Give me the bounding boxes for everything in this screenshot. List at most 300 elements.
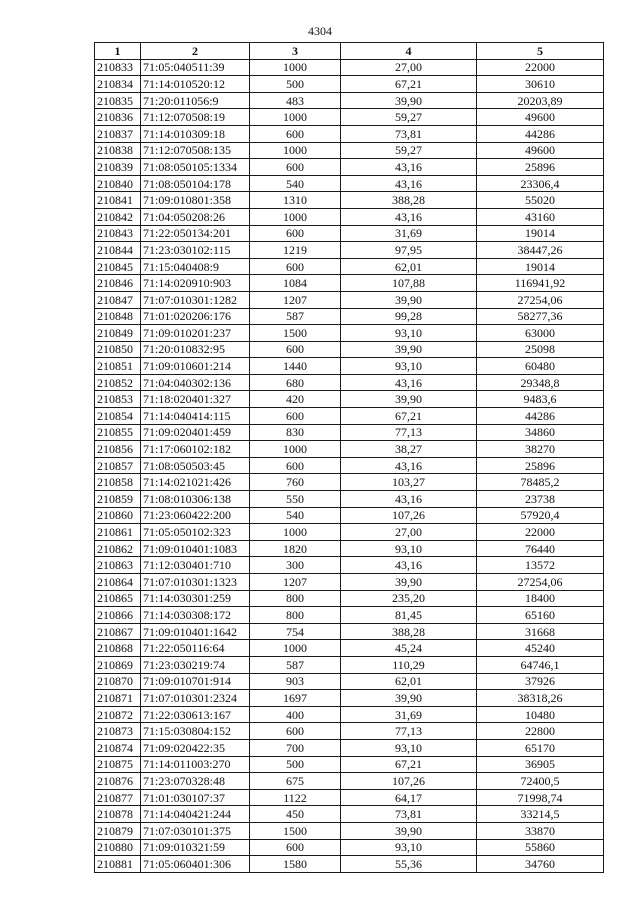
cadastral-number-cell: 71:15:030804:152 bbox=[141, 723, 250, 740]
price-cell: 93,10 bbox=[341, 540, 477, 557]
price-cell: 67,21 bbox=[341, 756, 477, 773]
sum-cell: 38447,26 bbox=[477, 242, 604, 259]
price-cell: 77,13 bbox=[341, 424, 477, 441]
sum-cell: 64746,1 bbox=[477, 656, 604, 673]
cadastral-number-cell: 71:07:030101:375 bbox=[141, 822, 250, 839]
row-id-cell: 210842 bbox=[95, 208, 141, 225]
cadastral-number-cell: 71:20:011056:9 bbox=[141, 92, 250, 109]
sum-cell: 29348,8 bbox=[477, 374, 604, 391]
row-id-cell: 210843 bbox=[95, 225, 141, 242]
quantity-cell: 400 bbox=[250, 706, 341, 723]
sum-cell: 22000 bbox=[477, 59, 604, 76]
table-header-row bbox=[95, 43, 604, 60]
sum-cell: 19014 bbox=[477, 258, 604, 275]
row-id-cell: 210844 bbox=[95, 242, 141, 259]
table-row bbox=[95, 59, 604, 76]
price-cell: 27,00 bbox=[341, 59, 477, 76]
price-cell: 31,69 bbox=[341, 225, 477, 242]
table-row bbox=[95, 474, 604, 491]
row-id-cell: 210860 bbox=[95, 507, 141, 524]
quantity-cell: 1000 bbox=[250, 640, 341, 657]
table-row bbox=[95, 574, 604, 591]
price-cell: 43,16 bbox=[341, 557, 477, 574]
table-row bbox=[95, 856, 604, 873]
row-id-cell: 210849 bbox=[95, 325, 141, 342]
sum-cell: 36905 bbox=[477, 756, 604, 773]
row-id-cell: 210865 bbox=[95, 590, 141, 607]
table-row bbox=[95, 441, 604, 458]
cadastral-number-cell: 71:05:050102:323 bbox=[141, 524, 250, 541]
sum-cell: 22000 bbox=[477, 524, 604, 541]
price-cell: 388,28 bbox=[341, 623, 477, 640]
cadastral-number-cell: 71:23:030102:115 bbox=[141, 242, 250, 259]
quantity-cell: 1219 bbox=[250, 242, 341, 259]
row-id-cell: 210846 bbox=[95, 275, 141, 292]
price-cell: 73,81 bbox=[341, 806, 477, 823]
cadastral-number-cell: 71:09:020422:35 bbox=[141, 739, 250, 756]
table-row bbox=[95, 341, 604, 358]
row-id-cell: 210841 bbox=[95, 192, 141, 209]
table-row bbox=[95, 374, 604, 391]
cadastral-number-cell: 71:22:030613:167 bbox=[141, 706, 250, 723]
row-id-cell: 210837 bbox=[95, 125, 141, 142]
cadastral-number-cell: 71:09:010321:59 bbox=[141, 839, 250, 856]
row-id-cell: 210862 bbox=[95, 540, 141, 557]
quantity-cell: 483 bbox=[250, 92, 341, 109]
price-cell: 43,16 bbox=[341, 374, 477, 391]
sum-cell: 27254,06 bbox=[477, 574, 604, 591]
row-id-cell: 210856 bbox=[95, 441, 141, 458]
quantity-cell: 754 bbox=[250, 623, 341, 640]
table-row bbox=[95, 623, 604, 640]
quantity-cell: 550 bbox=[250, 491, 341, 508]
sum-cell: 44286 bbox=[477, 408, 604, 425]
quantity-cell: 1000 bbox=[250, 441, 341, 458]
sum-cell: 72400,5 bbox=[477, 773, 604, 790]
price-cell: 107,26 bbox=[341, 773, 477, 790]
sum-cell: 63000 bbox=[477, 325, 604, 342]
cadastral-number-cell: 71:09:020401:459 bbox=[141, 424, 250, 441]
cadastral-number-cell: 71:23:030219:74 bbox=[141, 656, 250, 673]
column-header-2: 2 bbox=[141, 43, 250, 60]
table-row bbox=[95, 607, 604, 624]
cadastral-number-cell: 71:01:020206:176 bbox=[141, 308, 250, 325]
quantity-cell: 1000 bbox=[250, 208, 341, 225]
cadastral-number-cell: 71:12:070508:19 bbox=[141, 109, 250, 126]
quantity-cell: 1440 bbox=[250, 358, 341, 375]
cadastral-number-cell: 71:12:030401:710 bbox=[141, 557, 250, 574]
cadastral-number-cell: 71:23:070328:48 bbox=[141, 773, 250, 790]
sum-cell: 34860 bbox=[477, 424, 604, 441]
cadastral-number-cell: 71:14:021021:426 bbox=[141, 474, 250, 491]
sum-cell: 31668 bbox=[477, 623, 604, 640]
sum-cell: 13572 bbox=[477, 557, 604, 574]
price-cell: 388,28 bbox=[341, 192, 477, 209]
table-row bbox=[95, 524, 604, 541]
table-row bbox=[95, 739, 604, 756]
quantity-cell: 300 bbox=[250, 557, 341, 574]
data-table bbox=[94, 42, 604, 873]
table-row bbox=[95, 92, 604, 109]
price-cell: 43,16 bbox=[341, 159, 477, 176]
table-body bbox=[95, 59, 604, 872]
row-id-cell: 210851 bbox=[95, 358, 141, 375]
price-cell: 99,28 bbox=[341, 308, 477, 325]
row-id-cell: 210872 bbox=[95, 706, 141, 723]
table-row bbox=[95, 723, 604, 740]
sum-cell: 65170 bbox=[477, 739, 604, 756]
quantity-cell: 600 bbox=[250, 125, 341, 142]
cadastral-number-cell: 71:05:040511:39 bbox=[141, 59, 250, 76]
table-row bbox=[95, 706, 604, 723]
sum-cell: 55860 bbox=[477, 839, 604, 856]
sum-cell: 55020 bbox=[477, 192, 604, 209]
price-cell: 39,90 bbox=[341, 291, 477, 308]
row-id-cell: 210834 bbox=[95, 76, 141, 93]
quantity-cell: 450 bbox=[250, 806, 341, 823]
table-row bbox=[95, 109, 604, 126]
table-row bbox=[95, 424, 604, 441]
price-cell: 93,10 bbox=[341, 839, 477, 856]
row-id-cell: 210854 bbox=[95, 408, 141, 425]
price-cell: 110,29 bbox=[341, 656, 477, 673]
price-cell: 107,26 bbox=[341, 507, 477, 524]
cadastral-number-cell: 71:22:050116:64 bbox=[141, 640, 250, 657]
cadastral-number-cell: 71:08:010306:138 bbox=[141, 491, 250, 508]
cadastral-number-cell: 71:09:010801:358 bbox=[141, 192, 250, 209]
table-row bbox=[95, 125, 604, 142]
table-row bbox=[95, 773, 604, 790]
quantity-cell: 1084 bbox=[250, 275, 341, 292]
cadastral-number-cell: 71:14:011003:270 bbox=[141, 756, 250, 773]
row-id-cell: 210874 bbox=[95, 739, 141, 756]
quantity-cell: 1500 bbox=[250, 822, 341, 839]
page-number: 4304 bbox=[308, 24, 332, 38]
table-row bbox=[95, 408, 604, 425]
quantity-cell: 1000 bbox=[250, 59, 341, 76]
sum-cell: 78485,2 bbox=[477, 474, 604, 491]
row-id-cell: 210869 bbox=[95, 656, 141, 673]
row-id-cell: 210833 bbox=[95, 59, 141, 76]
table-row bbox=[95, 142, 604, 159]
cadastral-number-cell: 71:08:050503:45 bbox=[141, 457, 250, 474]
sum-cell: 58277,36 bbox=[477, 308, 604, 325]
quantity-cell: 600 bbox=[250, 723, 341, 740]
table-row bbox=[95, 225, 604, 242]
table-row bbox=[95, 175, 604, 192]
cadastral-number-cell: 71:09:010701:914 bbox=[141, 673, 250, 690]
cadastral-number-cell: 71:15:040408:9 bbox=[141, 258, 250, 275]
price-cell: 43,16 bbox=[341, 175, 477, 192]
price-cell: 31,69 bbox=[341, 706, 477, 723]
quantity-cell: 587 bbox=[250, 656, 341, 673]
price-cell: 39,90 bbox=[341, 391, 477, 408]
quantity-cell: 600 bbox=[250, 258, 341, 275]
quantity-cell: 800 bbox=[250, 590, 341, 607]
row-id-cell: 210836 bbox=[95, 109, 141, 126]
quantity-cell: 700 bbox=[250, 739, 341, 756]
cadastral-number-cell: 71:05:060401:306 bbox=[141, 856, 250, 873]
price-cell: 81,45 bbox=[341, 607, 477, 624]
price-cell: 43,16 bbox=[341, 208, 477, 225]
price-cell: 73,81 bbox=[341, 125, 477, 142]
sum-cell: 23306,4 bbox=[477, 175, 604, 192]
price-cell: 39,90 bbox=[341, 574, 477, 591]
table-row bbox=[95, 308, 604, 325]
sum-cell: 49600 bbox=[477, 142, 604, 159]
price-cell: 103,27 bbox=[341, 474, 477, 491]
table-row bbox=[95, 690, 604, 707]
row-id-cell: 210845 bbox=[95, 258, 141, 275]
table-row bbox=[95, 673, 604, 690]
cadastral-number-cell: 71:22:050134:201 bbox=[141, 225, 250, 242]
quantity-cell: 1820 bbox=[250, 540, 341, 557]
table-row bbox=[95, 507, 604, 524]
row-id-cell: 210848 bbox=[95, 308, 141, 325]
table-row bbox=[95, 358, 604, 375]
sum-cell: 10480 bbox=[477, 706, 604, 723]
price-cell: 39,90 bbox=[341, 341, 477, 358]
quantity-cell: 680 bbox=[250, 374, 341, 391]
cadastral-number-cell: 71:14:010520:12 bbox=[141, 76, 250, 93]
table-row bbox=[95, 76, 604, 93]
sum-cell: 9483,6 bbox=[477, 391, 604, 408]
table-row bbox=[95, 789, 604, 806]
row-id-cell: 210850 bbox=[95, 341, 141, 358]
sum-cell: 20203,89 bbox=[477, 92, 604, 109]
sum-cell: 18400 bbox=[477, 590, 604, 607]
price-cell: 59,27 bbox=[341, 142, 477, 159]
cadastral-number-cell: 71:08:050104:178 bbox=[141, 175, 250, 192]
column-header-4: 4 bbox=[341, 43, 477, 60]
price-cell: 38,27 bbox=[341, 441, 477, 458]
table-row bbox=[95, 258, 604, 275]
table-row bbox=[95, 756, 604, 773]
price-cell: 93,10 bbox=[341, 325, 477, 342]
table-row bbox=[95, 291, 604, 308]
cadastral-number-cell: 71:14:010309:18 bbox=[141, 125, 250, 142]
quantity-cell: 1697 bbox=[250, 690, 341, 707]
table-row bbox=[95, 159, 604, 176]
sum-cell: 43160 bbox=[477, 208, 604, 225]
table-row bbox=[95, 491, 604, 508]
table-row bbox=[95, 275, 604, 292]
quantity-cell: 760 bbox=[250, 474, 341, 491]
sum-cell: 57920,4 bbox=[477, 507, 604, 524]
sum-cell: 71998,74 bbox=[477, 789, 604, 806]
row-id-cell: 210877 bbox=[95, 789, 141, 806]
sum-cell: 25098 bbox=[477, 341, 604, 358]
price-cell: 45,24 bbox=[341, 640, 477, 657]
table-row bbox=[95, 557, 604, 574]
column-header-5: 5 bbox=[477, 43, 604, 60]
cadastral-number-cell: 71:23:060422:200 bbox=[141, 507, 250, 524]
price-cell: 43,16 bbox=[341, 457, 477, 474]
row-id-cell: 210879 bbox=[95, 822, 141, 839]
column-header-1: 1 bbox=[95, 43, 141, 60]
sum-cell: 30610 bbox=[477, 76, 604, 93]
quantity-cell: 1122 bbox=[250, 789, 341, 806]
sum-cell: 49600 bbox=[477, 109, 604, 126]
table-row bbox=[95, 822, 604, 839]
sum-cell: 38318,26 bbox=[477, 690, 604, 707]
quantity-cell: 420 bbox=[250, 391, 341, 408]
cadastral-number-cell: 71:17:060102:182 bbox=[141, 441, 250, 458]
row-id-cell: 210876 bbox=[95, 773, 141, 790]
quantity-cell: 500 bbox=[250, 76, 341, 93]
sum-cell: 60480 bbox=[477, 358, 604, 375]
row-id-cell: 210858 bbox=[95, 474, 141, 491]
sum-cell: 76440 bbox=[477, 540, 604, 557]
sum-cell: 65160 bbox=[477, 607, 604, 624]
sum-cell: 34760 bbox=[477, 856, 604, 873]
row-id-cell: 210855 bbox=[95, 424, 141, 441]
table-row bbox=[95, 839, 604, 856]
price-cell: 77,13 bbox=[341, 723, 477, 740]
quantity-cell: 600 bbox=[250, 225, 341, 242]
sum-cell: 44286 bbox=[477, 125, 604, 142]
sum-cell: 38270 bbox=[477, 441, 604, 458]
quantity-cell: 903 bbox=[250, 673, 341, 690]
quantity-cell: 600 bbox=[250, 341, 341, 358]
quantity-cell: 830 bbox=[250, 424, 341, 441]
table-row bbox=[95, 640, 604, 657]
quantity-cell: 500 bbox=[250, 756, 341, 773]
quantity-cell: 1580 bbox=[250, 856, 341, 873]
cadastral-number-cell: 71:09:010601:214 bbox=[141, 358, 250, 375]
row-id-cell: 210866 bbox=[95, 607, 141, 624]
price-cell: 62,01 bbox=[341, 258, 477, 275]
quantity-cell: 540 bbox=[250, 175, 341, 192]
quantity-cell: 587 bbox=[250, 308, 341, 325]
row-id-cell: 210864 bbox=[95, 574, 141, 591]
price-cell: 39,90 bbox=[341, 690, 477, 707]
cadastral-number-cell: 71:20:010832:95 bbox=[141, 341, 250, 358]
sum-cell: 22800 bbox=[477, 723, 604, 740]
quantity-cell: 1207 bbox=[250, 574, 341, 591]
quantity-cell: 1000 bbox=[250, 524, 341, 541]
sum-cell: 33214,5 bbox=[477, 806, 604, 823]
quantity-cell: 1310 bbox=[250, 192, 341, 209]
quantity-cell: 1207 bbox=[250, 291, 341, 308]
table-row bbox=[95, 540, 604, 557]
price-cell: 39,90 bbox=[341, 92, 477, 109]
row-id-cell: 210835 bbox=[95, 92, 141, 109]
quantity-cell: 800 bbox=[250, 607, 341, 624]
table-row bbox=[95, 208, 604, 225]
quantity-cell: 600 bbox=[250, 457, 341, 474]
quantity-cell: 600 bbox=[250, 408, 341, 425]
price-cell: 97,95 bbox=[341, 242, 477, 259]
cadastral-number-cell: 71:14:020910:903 bbox=[141, 275, 250, 292]
price-cell: 93,10 bbox=[341, 358, 477, 375]
table-row bbox=[95, 457, 604, 474]
cadastral-number-cell: 71:08:050105:1334 bbox=[141, 159, 250, 176]
row-id-cell: 210861 bbox=[95, 524, 141, 541]
row-id-cell: 210863 bbox=[95, 557, 141, 574]
table-row bbox=[95, 325, 604, 342]
row-id-cell: 210880 bbox=[95, 839, 141, 856]
table-row bbox=[95, 242, 604, 259]
row-id-cell: 210878 bbox=[95, 806, 141, 823]
sum-cell: 25896 bbox=[477, 159, 604, 176]
table-row bbox=[95, 391, 604, 408]
cadastral-number-cell: 71:07:010301:2324 bbox=[141, 690, 250, 707]
row-id-cell: 210873 bbox=[95, 723, 141, 740]
sum-cell: 33870 bbox=[477, 822, 604, 839]
sum-cell: 27254,06 bbox=[477, 291, 604, 308]
price-cell: 107,88 bbox=[341, 275, 477, 292]
quantity-cell: 1000 bbox=[250, 109, 341, 126]
row-id-cell: 210838 bbox=[95, 142, 141, 159]
row-id-cell: 210875 bbox=[95, 756, 141, 773]
row-id-cell: 210847 bbox=[95, 291, 141, 308]
price-cell: 59,27 bbox=[341, 109, 477, 126]
table-row bbox=[95, 590, 604, 607]
quantity-cell: 540 bbox=[250, 507, 341, 524]
sum-cell: 116941,92 bbox=[477, 275, 604, 292]
cadastral-number-cell: 71:14:030308:172 bbox=[141, 607, 250, 624]
cadastral-number-cell: 71:12:070508:135 bbox=[141, 142, 250, 159]
row-id-cell: 210853 bbox=[95, 391, 141, 408]
row-id-cell: 210871 bbox=[95, 690, 141, 707]
sum-cell: 25896 bbox=[477, 457, 604, 474]
quantity-cell: 600 bbox=[250, 839, 341, 856]
cadastral-number-cell: 71:09:010401:1083 bbox=[141, 540, 250, 557]
quantity-cell: 1000 bbox=[250, 142, 341, 159]
row-id-cell: 210839 bbox=[95, 159, 141, 176]
row-id-cell: 210881 bbox=[95, 856, 141, 873]
price-cell: 64,17 bbox=[341, 789, 477, 806]
sum-cell: 23738 bbox=[477, 491, 604, 508]
quantity-cell: 675 bbox=[250, 773, 341, 790]
price-cell: 235,20 bbox=[341, 590, 477, 607]
table-row bbox=[95, 806, 604, 823]
table-row bbox=[95, 192, 604, 209]
cadastral-number-cell: 71:14:040414:115 bbox=[141, 408, 250, 425]
cadastral-number-cell: 71:07:010301:1323 bbox=[141, 574, 250, 591]
row-id-cell: 210868 bbox=[95, 640, 141, 657]
cadastral-number-cell: 71:04:040302:136 bbox=[141, 374, 250, 391]
table-row bbox=[95, 656, 604, 673]
price-cell: 43,16 bbox=[341, 491, 477, 508]
cadastral-number-cell: 71:09:010401:1642 bbox=[141, 623, 250, 640]
cadastral-number-cell: 71:07:010301:1282 bbox=[141, 291, 250, 308]
row-id-cell: 210867 bbox=[95, 623, 141, 640]
cadastral-number-cell: 71:09:010201:237 bbox=[141, 325, 250, 342]
quantity-cell: 1500 bbox=[250, 325, 341, 342]
row-id-cell: 210859 bbox=[95, 491, 141, 508]
cadastral-number-cell: 71:01:030107:37 bbox=[141, 789, 250, 806]
row-id-cell: 210870 bbox=[95, 673, 141, 690]
price-cell: 55,36 bbox=[341, 856, 477, 873]
sum-cell: 37926 bbox=[477, 673, 604, 690]
price-cell: 93,10 bbox=[341, 739, 477, 756]
price-cell: 62,01 bbox=[341, 673, 477, 690]
row-id-cell: 210840 bbox=[95, 175, 141, 192]
quantity-cell: 600 bbox=[250, 159, 341, 176]
cadastral-number-cell: 71:14:030301:259 bbox=[141, 590, 250, 607]
cadastral-number-cell: 71:04:050208:26 bbox=[141, 208, 250, 225]
column-header-3: 3 bbox=[250, 43, 341, 60]
price-cell: 39,90 bbox=[341, 822, 477, 839]
row-id-cell: 210852 bbox=[95, 374, 141, 391]
sum-cell: 19014 bbox=[477, 225, 604, 242]
row-id-cell: 210857 bbox=[95, 457, 141, 474]
sum-cell: 45240 bbox=[477, 640, 604, 657]
cadastral-number-cell: 71:14:040421:244 bbox=[141, 806, 250, 823]
price-cell: 67,21 bbox=[341, 76, 477, 93]
